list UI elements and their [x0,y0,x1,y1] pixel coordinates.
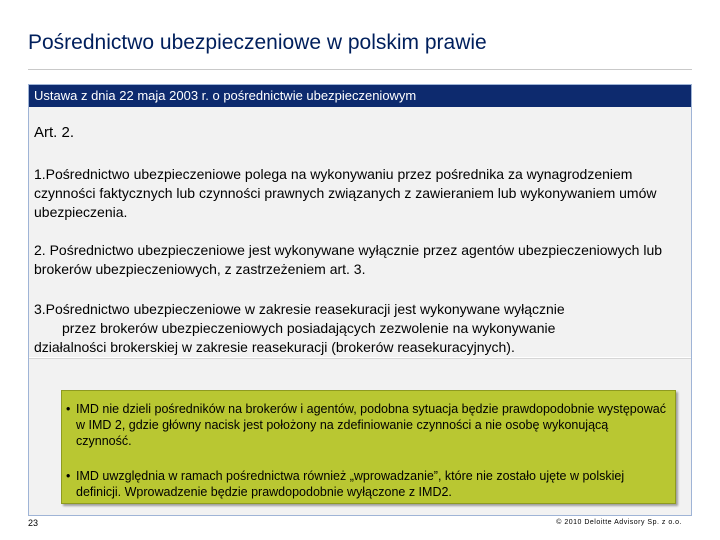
paragraph-3-line-3: działalności brokerskiej w zakresie reasekuracji (brokerów reasekuracyjnych). [34,339,515,355]
note-bullet-2 [66,468,666,500]
paragraph-3 [34,300,686,357]
bullet-icon: • [66,402,71,416]
page-number: 23 [28,518,39,528]
paragraph-3-line-1: 3.Pośrednictwo ubezpieczeniowe w zakresie reasekuracji jest wykonywane wyłącznie [34,301,565,317]
bullet-icon: • [66,469,71,483]
content-panel [28,84,692,516]
imd-notes-box [61,390,676,504]
note-text-1: IMD nie dzieli pośredników na brokerów i agentów, podobna sytuacja będzie prawdopodobnie występować w IMD 2, gdzie główny nacisk jest położony na zdefiniowanie czynności a nie osobę wykonującą czynność. [76,402,666,448]
title-divider [28,69,692,70]
law-header: Ustawa z dnia 22 maja 2003 r. o pośrednictwie ubezpieczeniowym [29,85,691,107]
note-bullet-1 [66,401,666,449]
copyright-notice: © 2010 Deloitte Advisory Sp. z o.o. [556,519,682,526]
paragraph-1: 1.Pośrednictwo ubezpieczeniowe polega na wykonywaniu przez pośrednika za wynagrodzeniem czynności faktycznych lub czynności prawnych związanych z zawieraniem lub wykonywaniem umów ubezpieczenia. [34,166,657,220]
article-title: Art. 2. [34,124,75,141]
section-divider [29,357,691,358]
note-text-2: IMD uwzględnia w ramach pośrednictwa również „wprowadzanie”, które nie zostało ujęte w polskiej definicji. Wprowadzenie będzie prawdopodobnie wyłączone z IMD2. [76,469,625,499]
paragraph-3-line-2: przez brokerów ubezpieczeniowych posiadających zezwolenie na wykonywanie [62,320,556,336]
slide-title: Pośrednictwo ubezpieczeniowe w polskim prawie [28,31,487,54]
paragraph-2: 2. Pośrednictwo ubezpieczeniowe jest wykonywane wyłącznie przez agentów ubezpieczeniowych lub brokerów ubezpieczeniowych, z zastrzeżeniem art. 3. [34,242,663,277]
